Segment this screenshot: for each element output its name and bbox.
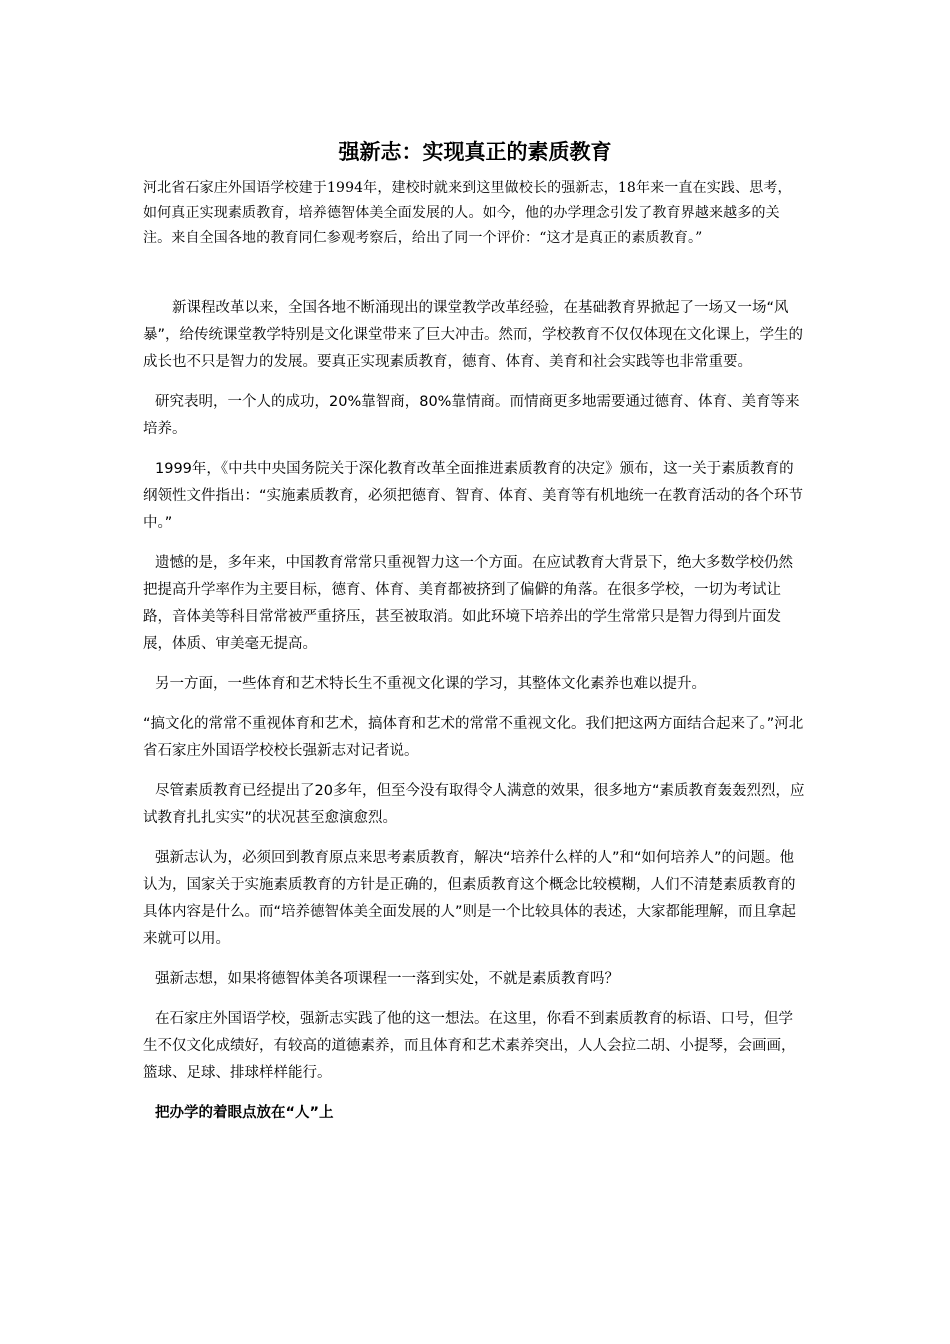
section-heading: 把办学的着眼点放在“人”上 [155, 1105, 334, 1121]
document-title: 强新志：实现真正的素质教育 [338, 140, 612, 164]
body-paragraph: “搞文化的常常不重视体育和艺术，搞体育和艺术的常常不重视文化。我们把这两方面结合起来了。”河北省石家庄外国语学校校长强新志对记者说。 [143, 716, 804, 759]
body-paragraph: 遗憾的是，多年来，中国教育常常只重视智力这一个方面。在应试教育大背景下，绝大多数学校仍然把提高升学率作为主要目标，德育、体育、美育都被挤到了偏僻的角落。在很多学校，一切为考试让路，音体美等科目常常被严重挤压，甚至被取消。如此环境下培养出的学生常常只是智力得到片面发展，体质、审美毫无提高。 [143, 555, 793, 652]
body-paragraph: 在石家庄外国语学校，强新志实践了他的这一想法。在这里，你看不到素质教育的标语、口号，但学生不仅文化成绩好，有较高的道德素养，而且体育和艺术素养突出，人人会拉二胡、小提琴，会画画，篮球、足球、排球样样能行。 [143, 1011, 796, 1081]
body-paragraph: 研究表明，一个人的成功，20%靠智商，80%靠情商。而情商更多地需要通过德育、体育、美育等来培养。 [143, 394, 800, 437]
body-paragraph: 新课程改革以来，全国各地不断涌现出的课堂教学改革经验，在基础教育界掀起了一场又一场“风暴”，给传统课堂教学特别是文化课堂带来了巨大冲击。然而，学校教育不仅仅体现在文化课上，学生的成长也不只是智力的发展。要真正实现素质教育，德育、体育、美育和社会实践等也非常重要。 [143, 300, 804, 370]
body-paragraph: 另一方面，一些体育和艺术特长生不重视文化课的学习，其整体文化素养也难以提升。 [155, 676, 706, 692]
intro-paragraph: 河北省石家庄外国语学校建于1994年，建校时就来到这里做校长的强新志，18年来一直在实践、思考，如何真正实现素质教育，培养德智体美全面发展的人。如今，他的办学理念引发了教育界越来越多的关注。来自全国各地的教育同仁参观考察后，给出了同一个评价：“这才是真正的素质教育。” [143, 180, 792, 246]
body-paragraph: 尽管素质教育已经提出了20多年，但至今没有取得令人满意的效果，很多地方“素质教育轰轰烈烈，应试教育扎扎实实”的状况甚至愈演愈烈。 [143, 783, 805, 826]
body-paragraph: 强新志想，如果将德智体美各项课程一一落到实处，不就是素质教育吗？ [155, 971, 619, 987]
body-paragraph: 强新志认为，必须回到教育原点来思考素质教育，解决“培养什么样的人”和“如何培养人”的问题。他认为，国家关于实施素质教育的方针是正确的，但素质教育这个概念比较模糊，人们不清楚素质教育的具体内容是什么。而“培养德智体美全面发展的人”则是一个比较具体的表述，大家都能理解，而且拿起来就可以用。 [143, 850, 797, 947]
body-paragraph: 1999年，《中共中央国务院关于深化教育改革全面推进素质教育的决定》颁布，这一关于素质教育的纲领性文件指出：“实施素质教育，必须把德育、智育、体育、美育等有机地统一在教育活动的各个环节中。” [143, 461, 804, 531]
article-body [143, 295, 805, 1140]
